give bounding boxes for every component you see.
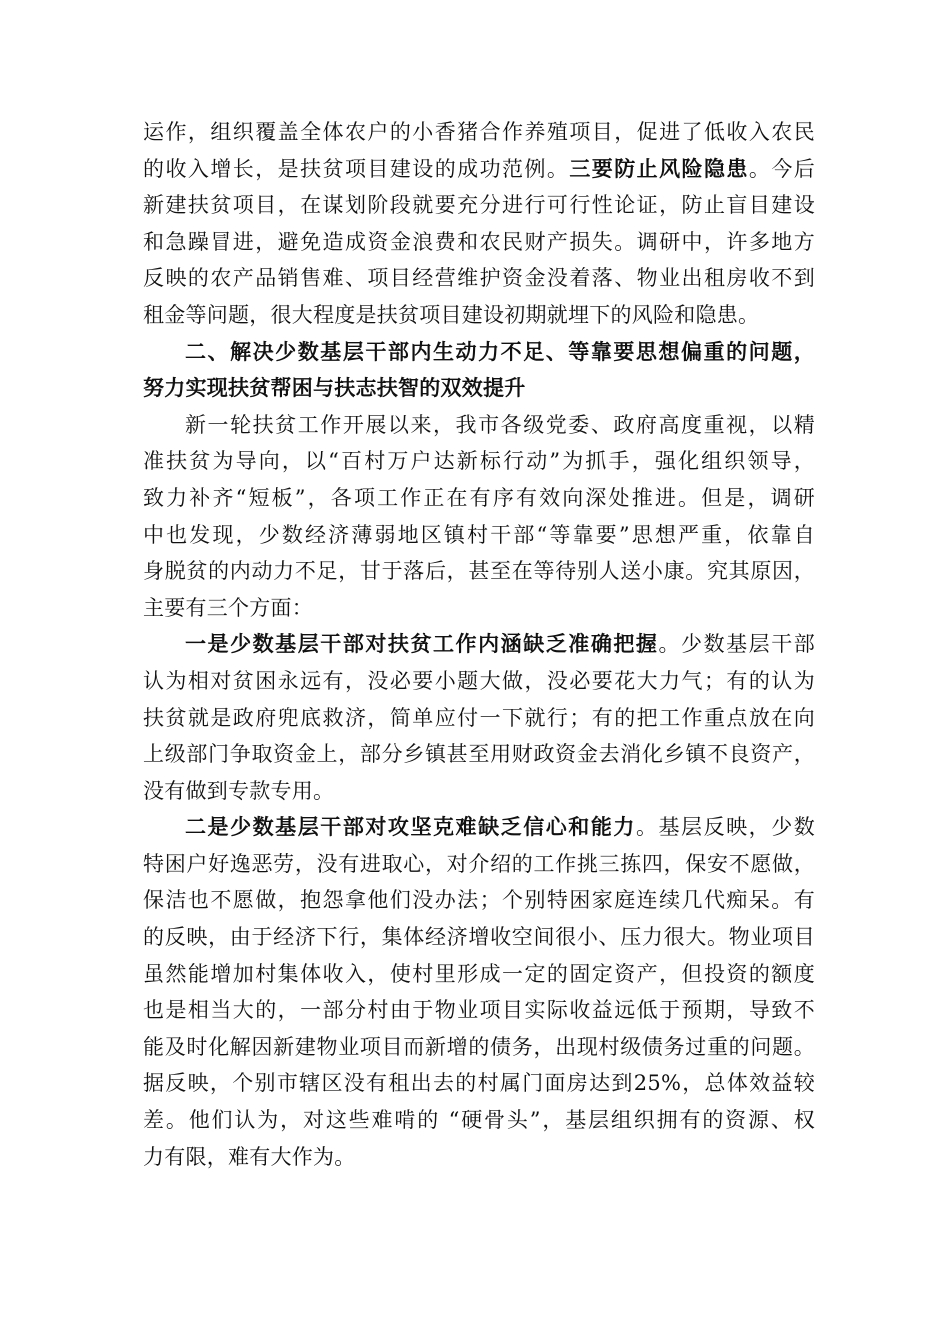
line-text: 。少数基层干部 (658, 632, 816, 657)
text-line: 运作，组织覆盖全体农户的小香猪合作养殖项目，促进了低收入农民 (143, 120, 815, 144)
text-line (143, 809, 815, 846)
text-line: 和急躁冒进，避免造成资金浪费和农民财产损失。调研中，许多地方 (143, 229, 815, 254)
text-line: 没有做到专款专用。 (143, 778, 335, 803)
text-line: 新建扶贫项目，在谋划阶段就要充分进行可行性论证，防止盲目建设 (143, 193, 815, 218)
line-text: 。基层反映，少数 (635, 815, 816, 840)
document-body (143, 114, 815, 1175)
text-line: 力有限，难有大作为。 (143, 1144, 356, 1169)
text-line: 也是相当大的，一部分村由于物业项目实际收益远低于预期，导致不 (143, 998, 815, 1023)
text-line: 保洁也不愿做，抱怨拿他们没办法；个别特困家庭连续几代痴呆。有 (143, 888, 815, 913)
text-line: 身脱贫的内动力不足，甘于落后，甚至在等待别人送小康。究其原因， (143, 559, 815, 584)
text-line: 准扶贫为导向，以“百村万户达新标行动”为抓手，强化组织领导， (143, 449, 815, 474)
text-line: 上级部门争取资金上，部分乡镇甚至用财政资金去消化乡镇不良资产， (143, 742, 815, 767)
text-line: 扶贫就是政府兜底救济，简单应付一下就行；有的把工作重点放在向 (143, 705, 815, 730)
text-line: 租金等问题，很大程度是扶贫项目建设初期就埋下的风险和隐患。 (143, 302, 760, 327)
text-line: 中也发现，少数经济薄弱地区镇村干部“等靠要”思想严重，依靠自 (143, 522, 815, 547)
text-line: 努力实现扶贫帮困与扶志扶智的双效提升 (143, 376, 526, 401)
bold-phrase: 一是少数基层干部对扶贫工作内涵缺乏准确把握 (185, 632, 659, 657)
text-line: 的反映，由于经济下行，集体经济增收空间很小、压力很大。物业项目 (143, 925, 815, 950)
text-line: 据反映，个别市辖区没有租出去的村属门面房达到25%，总体效益较 (143, 1071, 815, 1096)
text-line: 能及时化解因新建物业项目而新增的债务，出现村级债务过重的问题。 (143, 1034, 815, 1059)
text-line: 致力补齐“短板”，各项工作正在有序有效向深处推进。但是，调研 (143, 485, 815, 510)
text-line: 新一轮扶贫工作开展以来，我市各级党委、政府高度重视，以精 (185, 412, 815, 437)
text-line: 主要有三个方面： (143, 595, 313, 620)
text-line: 二、解决少数基层干部内生动力不足、等靠要思想偏重的问题， (185, 339, 815, 364)
text-line: 差。他们认为，对这些难啃的 “硬骨头”，基层组织拥有的资源、权 (143, 1108, 815, 1133)
text-line: 特困户好逸恶劳，没有进取心，对介绍的工作挑三拣四，保安不愿做， (143, 851, 815, 876)
text-line: 认为相对贫困永远有，没必要小题大做，没必要花大力气；有的认为 (143, 668, 815, 693)
text-line: 反映的农产品销售难、项目经营维护资金没着落、物业出租房收不到 (143, 266, 815, 291)
line-text: 。今后 (748, 156, 816, 181)
text-line (143, 151, 815, 188)
line-text: 的收入增长，是扶贫项目建设的成功范例。 (143, 156, 570, 181)
text-line (143, 626, 815, 663)
bold-phrase: 二是少数基层干部对攻坚克难缺乏信心和能力 (185, 815, 636, 840)
text-line: 虽然能增加村集体收入，使村里形成一定的固定资产，但投资的额度 (143, 961, 815, 986)
bold-phrase: 三要防止风险隐患 (569, 156, 749, 181)
